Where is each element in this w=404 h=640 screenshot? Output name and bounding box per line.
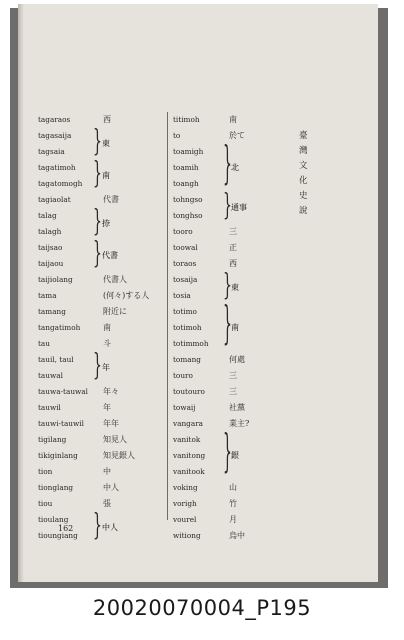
group-meaning: 東: [102, 139, 110, 148]
vocabulary-row: [38, 384, 163, 400]
japanese-meaning: 社黨: [229, 403, 245, 412]
group-meaning: 東: [231, 283, 239, 292]
grouping-brace: }: [223, 427, 232, 479]
vocabulary-row: [173, 480, 293, 496]
japanese-meaning: 附近に: [103, 307, 127, 316]
title-character: 化: [299, 176, 308, 186]
group-meaning: 通事: [231, 203, 247, 212]
romanized-word: tohngso: [173, 195, 203, 204]
romanized-word: tauwa-tauwal: [38, 387, 88, 396]
title-character: 說: [299, 206, 308, 216]
vocabulary-row: [38, 416, 163, 432]
title-character: 臺: [299, 131, 308, 141]
vocabulary-row: [38, 448, 163, 464]
japanese-meaning: 中: [103, 467, 111, 476]
group-meaning: 南: [102, 171, 110, 180]
right-vocabulary-column: [173, 112, 293, 544]
romanized-word: tangatimoh: [38, 323, 81, 332]
romanized-word: tagaraos: [38, 115, 71, 124]
romanized-word: taijiolang: [38, 275, 73, 284]
romanized-word: tioungiang: [38, 531, 78, 540]
japanese-meaning: 張: [103, 499, 111, 508]
romanized-word: titimoh: [173, 115, 200, 124]
romanized-word: tagatomogh: [38, 179, 83, 188]
romanized-word: toamigh: [173, 147, 204, 156]
japanese-meaning: 年年: [103, 419, 119, 428]
romanized-word: tagasaija: [38, 131, 72, 140]
column-divider: [167, 112, 168, 520]
romanized-word: vorigh: [173, 499, 197, 508]
vocabulary-row: [38, 272, 163, 288]
japanese-meaning: 年々: [103, 387, 119, 396]
vocabulary-row: [173, 352, 293, 368]
vocabulary-row: [173, 368, 293, 384]
japanese-meaning: 三: [229, 227, 237, 236]
vocabulary-row: [173, 176, 293, 192]
grouping-brace: }: [223, 299, 232, 351]
vocabulary-row: [173, 416, 293, 432]
vocabulary-row: [38, 320, 163, 336]
vocabulary-row: [38, 400, 163, 416]
romanized-word: tagatimoh: [38, 163, 76, 172]
japanese-meaning: 三: [229, 387, 237, 396]
grouping-brace: }: [223, 268, 232, 303]
japanese-meaning: 年: [103, 403, 111, 412]
romanized-word: tauil, taul: [38, 355, 74, 364]
archive-id-caption: 20020070004_P195: [92, 596, 312, 620]
romanized-word: taijaou: [38, 259, 64, 268]
grouping-brace: }: [93, 204, 102, 239]
romanized-word: vanitok: [173, 435, 201, 444]
vocabulary-row: [38, 480, 163, 496]
romanized-word: tama: [38, 291, 57, 300]
vocabulary-row: [38, 432, 163, 448]
group-meaning: 捺: [102, 219, 110, 228]
vocabulary-row: [173, 144, 293, 160]
group-meaning: 南: [231, 323, 239, 332]
vocabulary-row: [173, 512, 293, 528]
page-gutter: [18, 4, 24, 582]
grouping-brace: }: [93, 236, 102, 271]
romanized-word: tau: [38, 339, 50, 348]
romanized-word: totimoh: [173, 323, 202, 332]
romanized-word: touro: [173, 371, 193, 380]
vocabulary-row: [173, 432, 293, 448]
japanese-meaning: 代書人: [103, 275, 127, 284]
japanese-meaning: 正: [229, 243, 237, 252]
japanese-meaning: 於て: [229, 131, 245, 140]
romanized-word: vourel: [173, 515, 197, 524]
vocabulary-row: [173, 240, 293, 256]
vocabulary-row: [173, 400, 293, 416]
romanized-word: vanitook: [173, 467, 205, 476]
romanized-word: tosia: [173, 291, 191, 300]
vocabulary-row: [173, 464, 293, 480]
vocabulary-row: [173, 128, 293, 144]
vocabulary-row: [38, 464, 163, 480]
japanese-meaning: 代書: [103, 195, 119, 204]
romanized-word: tonghso: [173, 211, 203, 220]
romanized-word: tauwi-tauwil: [38, 419, 84, 428]
vocabulary-row: [38, 288, 163, 304]
grouping-brace: }: [223, 139, 232, 191]
japanese-meaning: 月: [229, 515, 237, 524]
romanized-word: tagiaolat: [38, 195, 71, 204]
romanized-word: towaij: [173, 403, 196, 412]
group-meaning: 年: [102, 363, 110, 372]
vocabulary-row: [173, 304, 293, 320]
romanized-word: witiong: [173, 531, 201, 540]
romanized-word: tauwil: [38, 403, 61, 412]
romanized-word: talag: [38, 211, 57, 220]
romanized-word: tionglang: [38, 483, 74, 492]
japanese-meaning: 南: [103, 323, 111, 332]
vocabulary-row: [173, 496, 293, 512]
romanized-word: vangara: [173, 419, 204, 428]
title-character: 史: [299, 191, 308, 201]
romanized-word: tioulang: [38, 515, 69, 524]
romanized-word: tigilang: [38, 435, 67, 444]
romanized-word: toangh: [173, 179, 199, 188]
japanese-meaning: 烏中: [229, 531, 245, 540]
romanized-word: tamang: [38, 307, 66, 316]
vocabulary-row: [38, 304, 163, 320]
grouping-brace: }: [93, 508, 102, 543]
grouping-brace: }: [93, 348, 102, 383]
title-character: 灣: [299, 146, 308, 156]
vocabulary-row: [173, 112, 293, 128]
japanese-meaning: 知見人: [103, 435, 127, 444]
japanese-meaning: (何々)する人: [103, 291, 150, 300]
romanized-word: tosaija: [173, 275, 198, 284]
romanized-word: tauwal: [38, 371, 63, 380]
group-meaning: 北: [231, 163, 239, 172]
romanized-word: toutouro: [173, 387, 205, 396]
romanized-word: vanitong: [173, 451, 206, 460]
book-page: [18, 4, 378, 582]
romanized-word: talagh: [38, 227, 62, 236]
romanized-word: toamih: [173, 163, 199, 172]
japanese-meaning: 斗: [103, 339, 111, 348]
japanese-meaning: 西: [229, 259, 237, 268]
left-vocabulary-column: [38, 112, 163, 544]
running-title: [299, 129, 308, 219]
romanized-word: toowal: [173, 243, 198, 252]
page-number: 162: [58, 524, 74, 533]
romanized-word: to: [173, 131, 181, 140]
grouping-brace: }: [223, 188, 232, 223]
romanized-word: tiou: [38, 499, 53, 508]
grouping-brace: }: [93, 124, 102, 159]
romanized-word: tomang: [173, 355, 201, 364]
vocabulary-row: [173, 336, 293, 352]
vocabulary-row: [173, 256, 293, 272]
vocabulary-row: [173, 528, 293, 544]
romanized-word: totimo: [173, 307, 197, 316]
japanese-meaning: 山: [229, 483, 237, 492]
japanese-meaning: 竹: [229, 499, 237, 508]
group-meaning: 代書: [102, 251, 118, 260]
romanized-word: totimmoh: [173, 339, 209, 348]
group-meaning: 銀: [231, 451, 239, 460]
vocabulary-row: [173, 224, 293, 240]
japanese-meaning: 知見銀人: [103, 451, 135, 460]
japanese-meaning: 中人: [103, 483, 119, 492]
romanized-word: taijsao: [38, 243, 63, 252]
vocabulary-row: [173, 384, 293, 400]
romanized-word: voking: [173, 483, 198, 492]
romanized-word: tagsaia: [38, 147, 65, 156]
japanese-meaning: 何處: [229, 355, 245, 364]
japanese-meaning: 南: [229, 115, 237, 124]
japanese-meaning: 業主?: [229, 419, 250, 428]
romanized-word: toraos: [173, 259, 197, 268]
japanese-meaning: 三: [229, 371, 237, 380]
group-meaning: 中人: [102, 523, 118, 532]
romanized-word: tikiginlang: [38, 451, 78, 460]
romanized-word: tooro: [173, 227, 193, 236]
romanized-word: tion: [38, 467, 53, 476]
japanese-meaning: 西: [103, 115, 111, 124]
title-character: 文: [299, 161, 308, 171]
grouping-brace: }: [93, 156, 102, 191]
